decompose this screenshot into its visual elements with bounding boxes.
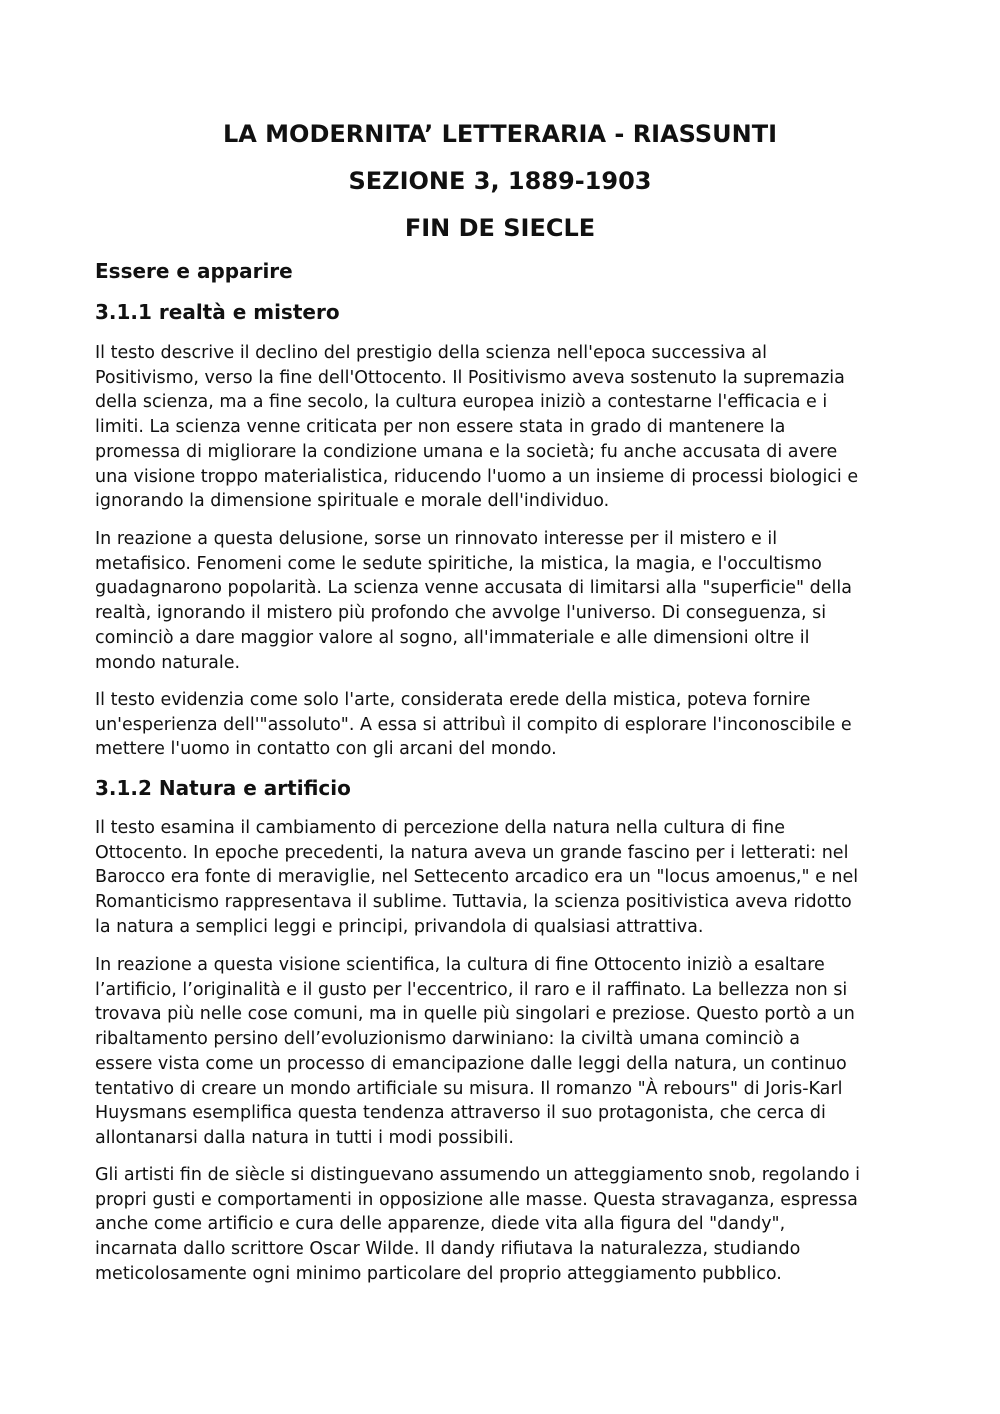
document-title: LA MODERNITA’ LETTERARIA - RIASSUNTI (222, 120, 778, 148)
text-line: della scienza, ma a fine secolo, la cultura europea iniziò a contestarne l'efficacia e i (95, 392, 828, 413)
text-line: Il testo descrive il declino del prestigio della scienza nell'epoca successiva al (95, 343, 767, 363)
text-line: ignorando la dimensione spirituale e morale dell'individuo. (95, 491, 610, 512)
text-line: trovava più nelle cose comuni, ma in quelle più singolari e preziose. Questo portò a un (95, 1004, 855, 1025)
text-line: Huysmans esemplifica questa tendenza attraverso il suo protagonista, che cerca di (95, 1103, 826, 1124)
text-line: Il testo esamina il cambiamento di percezione della natura nella cultura di fine (95, 818, 785, 838)
paragraph-2 (95, 527, 915, 675)
text-line: cominciò a dare maggior valore al sogno, all'immateriale e alle dimensioni oltre il (95, 627, 810, 648)
text-line: Ottocento. In epoche precedenti, la natura aveva un grande fascino per i letterati: nel (95, 842, 849, 863)
text-line: un'esperienza dell'"assoluto". A essa si attribuì il compito di esplorare l'inconoscibile e (95, 714, 852, 735)
text-line: allontanarsi dalla natura in tutti i modi possibili. (95, 1127, 514, 1148)
paragraph-6 (95, 1163, 915, 1287)
text-line: meticolosamente ogni minimo particolare del proprio atteggiamento pubblico. (95, 1263, 782, 1284)
text-line: anche come artificio e cura delle apparenze, diede vita alla figura del "dandy", (95, 1214, 786, 1235)
paragraph-1 (95, 341, 915, 514)
text-line: essere vista come un processo di emancipazione dalle leggi della natura, un continuo (95, 1053, 847, 1074)
text-line: Il testo evidenzia come solo l'arte, considerata erede della mistica, poteva fornire (95, 690, 811, 710)
text-line: limiti. La scienza venne criticata per non essere stata in grado di mantenere la (95, 417, 786, 438)
heading-realta-e-mistero: 3.1.1 realtà e mistero (95, 300, 340, 324)
text-line: incarnata dallo scrittore Oscar Wilde. Il dandy rifiutava la naturalezza, studiando (95, 1239, 801, 1260)
text-line: In reazione a questa visione scientifica, la cultura di fine Ottocento iniziò a esaltare (95, 955, 825, 975)
paragraph-3 (95, 688, 915, 762)
text-line: Romanticismo rappresentava il sublime. Tuttavia, la scienza positivistica aveva ridotto (95, 892, 852, 913)
text-line: Barocco era fonte di meraviglie, nel Settecento arcadico era un "locus amoenus," e nel (95, 867, 859, 888)
text-line: In reazione a questa delusione, sorse un rinnovato interesse per il mistero e il (95, 529, 778, 549)
text-line: mondo naturale. (95, 652, 241, 673)
text-line: promessa di migliorare la condizione umana e la società; fu anche accusata di avere (95, 441, 838, 462)
section-subtitle: FIN DE SIECLE (404, 214, 596, 242)
text-line: mettere l'uomo in contatto con gli arcani del mondo. (95, 739, 557, 760)
text-line: tentativo di creare un mondo artificiale su misura. Il romanzo "À rebours" di Joris-Karl (95, 1078, 843, 1099)
paragraph-4 (95, 816, 915, 940)
text-line: l’artificio, l’originalità e il gusto per l'eccentrico, il raro e il raffinato. La bellezza non si (95, 979, 848, 1000)
text-line: ribaltamento persino dell’evoluzionismo darwiniano: la civiltà umana cominciò a (95, 1029, 800, 1050)
heading-natura-e-artificio: 3.1.2 Natura e artificio (95, 776, 351, 800)
heading-essere-e-apparire: Essere e apparire (95, 259, 293, 283)
text-line: guadagnarono popolarità. La scienza venne accusata di limitarsi alla "superficie" della (95, 578, 852, 599)
text-line: la natura a semplici leggi e principi, privandola di qualsiasi attrattiva. (95, 916, 704, 937)
text-line: Positivismo, verso la fine dell'Ottocento. Il Positivismo aveva sostenuto la supremazia (95, 367, 845, 388)
text-line: metafisico. Fenomeni come le sedute spiritiche, la mistica, la magia, e l'occultismo (95, 553, 822, 574)
text-line: realtà, ignorando il mistero più profondo che avvolge l'universo. Di conseguenza, si (95, 603, 827, 624)
section-title: SEZIONE 3, 1889-1903 (348, 167, 652, 195)
text-line: Gli artisti fin de siècle si distinguevano assumendo un atteggiamento snob, regolando i (95, 1165, 861, 1185)
text-line: una visione troppo materialistica, riducendo l'uomo a un insieme di processi biologici e (95, 466, 859, 487)
paragraph-5 (95, 953, 915, 1151)
text-line: propri gusti e comportamenti in opposizione alle masse. Questa stravaganza, espressa (95, 1189, 858, 1210)
